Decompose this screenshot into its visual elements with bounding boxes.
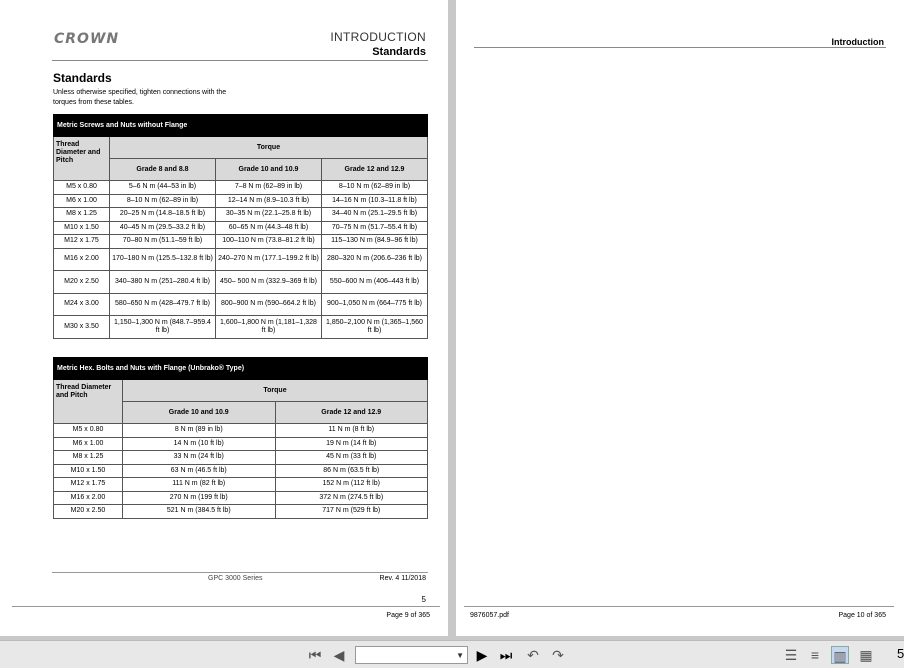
table-row (54, 271, 428, 294)
footer-page-number: 5 (421, 595, 426, 604)
torque-cell: 717 N m (529 ft lb) (275, 505, 428, 519)
table-row (54, 293, 428, 316)
torque-cell: 8 N m (89 in lb) (123, 424, 276, 438)
table-row (54, 451, 428, 465)
page-label: Page 9 of 365 (386, 612, 430, 619)
single-page-view-icon[interactable]: ☰ (784, 647, 798, 663)
page-footer-divider (464, 606, 894, 607)
grade-header: Grade 12 and 12.9 (275, 402, 428, 424)
torque-header: Torque (110, 137, 428, 159)
torque-cell: 34–40 N m (25.1–29.5 ft lb) (321, 208, 427, 222)
torque-cell: 12–14 N m (8.9–10.3 ft lb) (215, 194, 321, 208)
torque-cell: 1,850–2,100 N m (1,365–1,560 ft lb) (321, 316, 427, 339)
torque-cell: 33 N m (24 ft lb) (123, 451, 276, 465)
torque-cell: 900–1,050 N m (664–775 ft lb) (321, 293, 427, 316)
torque-cell: 8–10 N m (62–89 in lb) (110, 194, 216, 208)
torque-cell: 521 N m (384.5 ft lb) (123, 505, 276, 519)
footer-series: GPC 3000 Series (208, 575, 263, 582)
file-name: 9876057.pdf (470, 612, 509, 619)
first-page-icon[interactable]: ⏮ (308, 647, 322, 663)
continuous-view-icon[interactable]: ≡ (810, 647, 820, 663)
thread-cell: M24 x 3.00 (54, 293, 110, 316)
grade-header: Grade 10 and 10.9 (215, 159, 321, 181)
crown-logo: CROWN (54, 31, 120, 47)
table-row (54, 316, 428, 339)
table-row (54, 424, 428, 438)
thread-cell: M6 x 1.00 (54, 437, 123, 451)
thread-cell: M30 x 3.50 (54, 316, 110, 339)
torque-cell: 240–270 N m (177.1–199.2 ft lb) (215, 248, 321, 271)
table-row (54, 464, 428, 478)
torque-table-flange (53, 357, 428, 519)
grade-header: Grade 12 and 12.9 (321, 159, 427, 181)
thread-cell: M8 x 1.25 (54, 208, 110, 222)
go-forward-view-icon[interactable]: ↷ (552, 647, 564, 663)
footer-divider (52, 572, 428, 573)
grade-header: Grade 10 and 10.9 (123, 402, 276, 424)
section-title: Standards (53, 71, 112, 85)
torque-cell: 340–380 N m (251–280.4 ft lb) (110, 271, 216, 294)
viewer-toolbar (0, 640, 904, 668)
table-row (54, 505, 428, 519)
header-divider (474, 47, 886, 48)
torque-table-no-flange (53, 114, 428, 339)
last-page-icon[interactable]: ⏭ (499, 647, 513, 663)
thread-cell: M6 x 1.00 (54, 194, 110, 208)
thread-cell: M10 x 1.50 (54, 221, 110, 235)
thread-cell: M20 x 2.50 (54, 271, 110, 294)
facing-pages-view-icon[interactable]: ▥ (831, 646, 849, 664)
header-title: Introduction (831, 37, 884, 47)
table-row (54, 235, 428, 249)
table-row (54, 491, 428, 505)
torque-cell: 20–25 N m (14.8–18.5 ft lb) (110, 208, 216, 222)
torque-cell: 63 N m (46.5 ft lb) (123, 464, 276, 478)
torque-cell: 60–65 N m (44.3–48 ft lb) (215, 221, 321, 235)
torque-cell: 14 N m (10 ft lb) (123, 437, 276, 451)
torque-cell: 100–110 N m (73.8–81.2 ft lb) (215, 235, 321, 249)
torque-cell: 111 N m (82 ft lb) (123, 478, 276, 492)
thread-cell: M16 x 2.00 (54, 248, 110, 271)
table-row (54, 221, 428, 235)
thread-cell: M16 x 2.00 (54, 491, 123, 505)
torque-cell: 115–130 N m (84.9–96 ft lb) (321, 235, 427, 249)
page-select[interactable] (355, 646, 468, 664)
torque-cell: 270 N m (199 ft lb) (123, 491, 276, 505)
previous-page-icon[interactable]: ◀ (333, 647, 345, 663)
torque-cell: 30–35 N m (22.1–25.8 ft lb) (215, 208, 321, 222)
table-row (54, 248, 428, 271)
torque-cell: 372 N m (274.5 ft lb) (275, 491, 428, 505)
thread-cell: M8 x 1.25 (54, 451, 123, 465)
torque-cell: 86 N m (63.5 ft lb) (275, 464, 428, 478)
chevron-down-icon: ▼ (456, 651, 464, 660)
footer-revision: Rev. 4 11/2018 (379, 575, 426, 582)
table-row (54, 181, 428, 195)
torque-cell: 170–180 N m (125.5–132.8 ft lb) (110, 248, 216, 271)
torque-cell: 152 N m (112 ft lb) (275, 478, 428, 492)
thread-cell: M20 x 2.50 (54, 505, 123, 519)
go-back-view-icon[interactable]: ↶ (527, 647, 539, 663)
torque-cell: 450– 500 N m (332.9–369 ft lb) (215, 271, 321, 294)
page-footer-divider (12, 606, 440, 607)
table-row (54, 208, 428, 222)
table-row (54, 437, 428, 451)
torque-cell: 19 N m (14 ft lb) (275, 437, 428, 451)
torque-cell: 70–75 N m (51.7–55.4 ft lb) (321, 221, 427, 235)
torque-cell: 8–10 N m (62–89 in lb) (321, 181, 427, 195)
page-label: Page 10 of 365 (838, 612, 886, 619)
table-row (54, 478, 428, 492)
torque-cell: 280–320 N m (206.6–236 ft lb) (321, 248, 427, 271)
torque-cell: 7–8 N m (62–89 in lb) (215, 181, 321, 195)
current-page-number: 5 (897, 646, 904, 661)
table-caption: Metric Hex. Bolts and Nuts with Flange (Unbrako® Type) (54, 358, 428, 380)
torque-cell: 45 N m (33 ft lb) (275, 451, 428, 465)
torque-cell: 550–600 N m (406–443 ft lb) (321, 271, 427, 294)
torque-cell: 580–650 N m (428–479.7 ft lb) (110, 293, 216, 316)
thread-header: Thread Diameter and Pitch (54, 380, 123, 424)
page-right (456, 0, 904, 636)
grade-header: Grade 8 and 8.8 (110, 159, 216, 181)
thread-header: Thread Diameter and Pitch (54, 137, 110, 181)
torque-cell: 40–45 N m (29.5–33.2 ft lb) (110, 221, 216, 235)
thread-cell: M5 x 0.80 (54, 181, 110, 195)
next-page-icon[interactable]: ▶ (476, 647, 488, 663)
table-row (54, 194, 428, 208)
torque-cell: 1,600–1,800 N m (1,181–1,328 ft lb) (215, 316, 321, 339)
thread-cell: M12 x 1.75 (54, 478, 123, 492)
torque-cell: 1,150–1,300 N m (848.7–959.4 ft lb) (110, 316, 216, 339)
header-subtitle: Standards (372, 46, 426, 58)
intro-text: Unless otherwise specified, tighten connections with the torques from these tables. (53, 89, 227, 106)
header-title: INTRODUCTION (330, 30, 426, 44)
torque-cell: 800–900 N m (590–664.2 ft lb) (215, 293, 321, 316)
table-caption: Metric Screws and Nuts without Flange (54, 115, 428, 137)
continuous-facing-view-icon[interactable]: ▦ (859, 647, 873, 663)
thread-cell: M12 x 1.75 (54, 235, 110, 249)
torque-cell: 14–16 N m (10.3–11.8 ft lb) (321, 194, 427, 208)
header-divider (52, 60, 428, 61)
torque-header: Torque (123, 380, 428, 402)
thread-cell: M10 x 1.50 (54, 464, 123, 478)
page-left (0, 0, 448, 636)
torque-cell: 5–6 N m (44–53 in lb) (110, 181, 216, 195)
thread-cell: M5 x 0.80 (54, 424, 123, 438)
torque-cell: 70–80 N m (51.1–59 ft lb) (110, 235, 216, 249)
torque-cell: 11 N m (8 ft lb) (275, 424, 428, 438)
